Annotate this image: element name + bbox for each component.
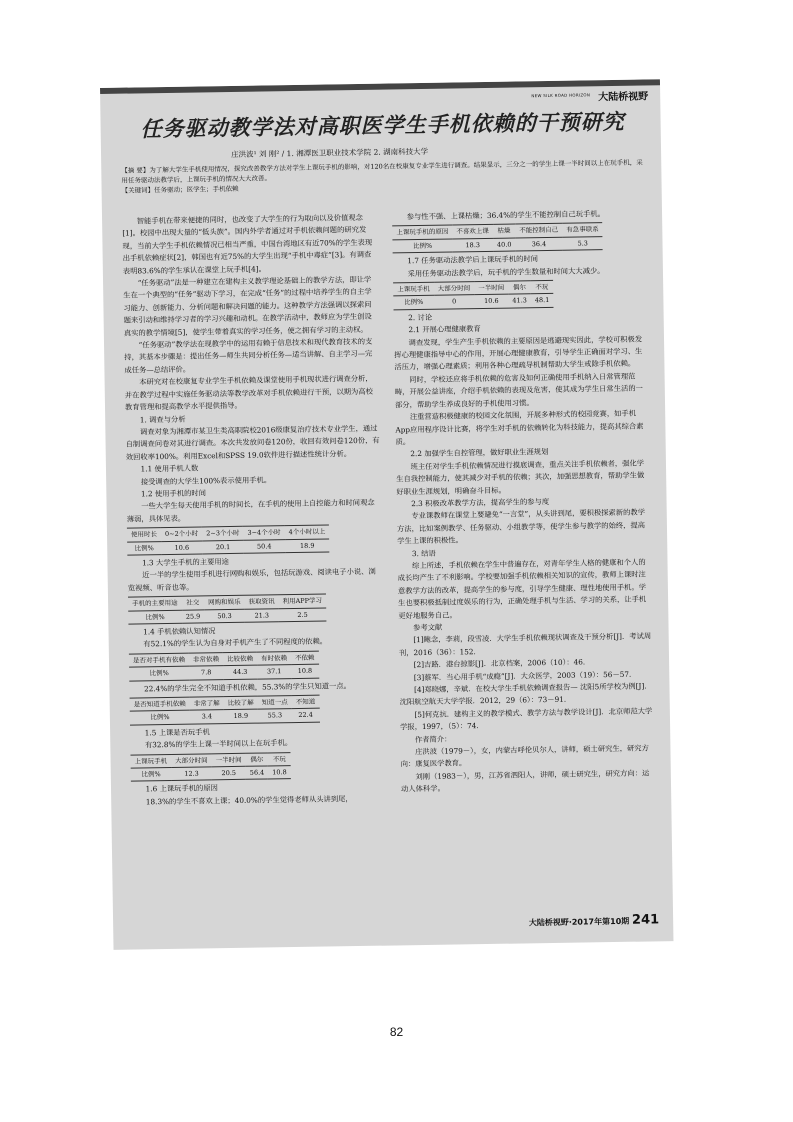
paragraph: 参与性不强、上课枯燥；36.4%的学生不能控制自己玩手机。 <box>406 209 606 222</box>
paragraph: 接受调查的大学生100%表示使用手机。 <box>140 474 272 486</box>
table-cell: 上课玩手机 <box>393 282 434 296</box>
table-cell: 比较了解 <box>224 696 258 710</box>
author-intro-heading: 作者简介： <box>414 734 452 744</box>
table-cell: 2~3个小时 <box>202 526 243 540</box>
table-cell: 非常依赖 <box>189 652 223 666</box>
table-cell: 0 <box>434 295 475 309</box>
abstract-block <box>121 157 646 195</box>
table-cell: 社交 <box>181 596 204 610</box>
table-cell: 不能控制自己 <box>515 224 562 238</box>
table-cell: 比例% <box>127 541 161 555</box>
scanned-journal-page <box>100 79 673 950</box>
table-cell: 上课玩手机的原因 <box>392 225 452 239</box>
paragraph: 采用任务驱动法教学后，玩手机的学生数量和时间大大减少。 <box>407 265 605 278</box>
paragraph: 调查对象为湘潭市某卫生类高职院校2016级康复治疗技术专业学生，通过自制调查问卷对其进行调查。本次共发放问卷120份，收回有效问卷120份，有效回收率100%。利用Excel和SPSS 19.0软件进行描述性统计分析。 <box>125 423 380 462</box>
table-cell: 非常了解 <box>190 697 224 711</box>
table-cell: 使用时长 <box>127 528 161 542</box>
table-cell: 比较依赖 <box>223 652 257 666</box>
table-cell: 一半时间 <box>211 753 245 767</box>
table-cell: 18.3 <box>452 238 493 252</box>
table-cell: 55.3 <box>258 709 292 723</box>
table-cell: 7.8 <box>189 666 223 680</box>
masthead: 大陆桥视野 <box>598 91 649 104</box>
subsection-heading: 1.2 使用手机的时间 <box>140 488 207 499</box>
table-cell: 18.9 <box>285 539 330 553</box>
paragraph: 综上所述，手机依赖在学生中普遍存在，对青年学生人格的健康和个人的成长均产生了不利影响。学校要加强手机依赖相关知识的宣传，教师上课时注意教学方法的改革，提高学生的参与度，引导学生健康、理性地使用手机。学生也要积极抵制过度娱乐的行为，正确处理手机与生活、学习的关系，让手机更好地服务自己。 <box>397 557 647 620</box>
author-intro: 庄洪波（1979－），女，内蒙古呼伦贝尔人，讲师，硕士研究生，研究方向：康复医学教育。 <box>400 743 649 769</box>
reference-item: [2]吉路．港台掠影[J]．北京档案，2006（10）：46． <box>413 657 591 670</box>
table-cell: 37.1 <box>257 665 291 679</box>
journal-footer <box>529 912 660 929</box>
table-cell: 上课玩手机 <box>130 754 171 768</box>
table-cell: 手机的主要用途 <box>128 596 182 610</box>
table-cell: 是否知道手机依赖 <box>130 697 190 711</box>
left-column <box>122 212 386 809</box>
table-cell: 21.3 <box>245 608 279 622</box>
table-cell: 网购和娱乐 <box>204 595 245 609</box>
paragraph: 专业课教师在课堂上要避免“一言堂”，从头讲到尾，要积极探索新的教学方法，比如案例教学、任务驱动、小组教学等，使学生参与教学的始终，提高学生上课的积极性。 <box>396 507 646 546</box>
article-title: 任务驱动教学法对高职医学生手机依赖的干预研究 <box>140 109 625 142</box>
table-dependence <box>129 650 319 681</box>
table-cell: 比例% <box>129 666 189 680</box>
table-cell: 48.1 <box>531 294 554 308</box>
paragraph: 智能手机在带来便捷的同时，也改变了大学生的行为取向以及价值观念[1]。校园中出现大量的“低头族”。国内外学者通过对手机依赖问题的研究发现，当前大学生手机依赖情况已相当严重，中国台湾地区有近70%的学生表现出手机依赖症状[2]，韩国也有近75%的大学生出现“手机中毒症”[3]。有调查表明83.6%的学生承认在课堂上玩手机[4]。 <box>122 212 373 276</box>
paragraph: “任务驱动”法是一种建立在建构主义教学理论基础上的教学方法，即让学生在一个典型的“任务”驱动下学习，在完成“任务”的过程中培养学生的自主学习能力、创新能力、分析问题和解决问题的能力。这种教学方法强调以探索问题来引动和维持学习者的学习兴趣和动机。在教学活动中，教师应为学生创设真实的教学情境[5]，使学生带着真实的学习任务，使之拥有学习的主动权。 <box>123 274 372 338</box>
table-cell: 50.4 <box>244 539 285 553</box>
table-cell: 大部分时间 <box>171 753 212 767</box>
table-after-intervention <box>393 280 553 310</box>
authors: 庄洪波¹ 刘 刚² / 1. 湘潭医卫职业技术学院 2. 湖南科技大学 <box>230 146 429 159</box>
subsection-heading: 2.3 积极改革教学方法，提高学生的参与度 <box>411 496 550 509</box>
table-cell: 一半时间 <box>474 281 508 295</box>
table-cell: 10.8 <box>268 766 291 780</box>
table-cell: 56.4 <box>246 766 269 780</box>
reference-item: [5]何克抗．建构主义的教学模式、教学方法与教学设计[J]．北京师范大学学报，1997，（5）：74． <box>400 706 653 732</box>
table-cell: 比例% <box>128 610 182 624</box>
subsection-heading: 1.4 手机依赖认知情况 <box>143 626 216 637</box>
table-cell: 44.3 <box>223 665 257 679</box>
section-heading: 2. 讨论 <box>408 312 433 323</box>
table-cell: 有时依赖 <box>257 651 291 665</box>
reference-item: [4]郑晓娜，辛斌．在校大学生手机依赖调查报告— 沈阳5所学校为例[J]．沈阳航空航天大学学报．2012，29（6）：73－91． <box>399 681 652 707</box>
reference-item: [3]蔡军．当心用手机“成瘾”[J]．大众医学，2003（19）：56－57． <box>413 669 637 682</box>
subsection-heading: 2.2 加强学生自控管理，做好职业生涯规划 <box>410 447 549 459</box>
table-cell: 比例% <box>131 768 172 782</box>
table-cell: 25.9 <box>182 610 205 624</box>
subsection-heading: 2.1 开展心理健康教育 <box>408 324 481 335</box>
references-heading: 参考文献 <box>413 622 443 633</box>
table-cell: 是否对手机有依赖 <box>129 653 189 667</box>
paragraph: 22.4%的学生完全不知道手机依赖，55.3%的学生只知道一点。 <box>143 680 351 694</box>
paragraph: 调查发现，学生产生手机依赖的主要原因是逃避现实因此，学校可积极发挥心理健康指导中心的作用，开展心理健康教育，引导学生正确面对学习、生活压力，增强心理素质；利用各种心理疏导机制帮助大学生戒除手机依赖。 <box>394 334 643 372</box>
table-cell: 枯燥 <box>493 224 516 238</box>
journal-name: 大陆桥视野·2017年第10期 <box>528 916 630 928</box>
table-cell: 10.6 <box>474 295 508 309</box>
masthead-subtitle: NEW SILK ROAD HORIZON <box>531 92 591 99</box>
paragraph: 本研究对在校康复专业学生手机依赖及课堂使用手机现状进行调查分析，并在教学过程中实施任务驱动法等教学改革对手机依赖进行干预，以期为高校教育管理和提高教学水平提供指导。 <box>124 374 373 412</box>
table-cell: 不玩 <box>268 752 291 766</box>
table-cell: 10.8 <box>291 664 319 678</box>
table-cell: 12.3 <box>171 767 212 781</box>
table-cell: 4个小时以上 <box>285 525 330 539</box>
paragraph: 一些大学生每天使用手机的时间长，在手机的使用上自控能力和时间观念薄弱，具体见表。 <box>126 498 375 524</box>
reference-item: [1]鲍念，李莉，段雪凌．大学生手机依赖现状调查及干预分析[J]．考试周刊，2016（36）：152． <box>398 631 652 658</box>
table-cell: 0~2个小时 <box>161 527 202 541</box>
table-cell: 不喜欢上课 <box>452 225 493 239</box>
table-usage-time <box>127 525 330 556</box>
table-cell: 不玩 <box>531 280 554 294</box>
paragraph: 18.3%的学生不喜欢上课；40.0%的学生觉得老师从头讲到尾， <box>145 793 353 807</box>
table-cell: 40.0 <box>493 238 516 252</box>
paragraph: “任务驱动”教学法在现教学中的运用有赖于信息技术和现代教育技术的支持，其基本步骤是：提出任务—师生共同分析任务—适当讲解、自主学习—完成任务—总结评价。 <box>124 336 373 375</box>
table-cell: 20.1 <box>202 540 243 554</box>
table-cell: 比例% <box>130 711 190 725</box>
keywords: 【关键词】任务驱动；医学生；手机依赖 <box>121 184 239 195</box>
table-cell: 利用APP学习 <box>278 594 326 608</box>
table-awareness <box>130 695 320 726</box>
table-cell: 大部分时间 <box>434 282 475 296</box>
table-cell: 不依赖 <box>291 651 319 665</box>
subsection-heading: 1.7 任务驱动法教学后上课玩手机的时间 <box>407 254 539 266</box>
paragraph: 有52.1%的学生认为自身对手机产生了不同程度的依赖。 <box>143 636 328 649</box>
author-intro: 刘刚（1983－），男，江苏省泗阳人，讲师，硕士研究生，研究方向：运动人体科学。 <box>400 768 650 794</box>
table-cell: 2.5 <box>279 608 327 622</box>
table-cell: 18.9 <box>224 710 258 724</box>
paragraph: 同时，学校还应将手机依赖的危害及如何正确使用手机纳入日常管理范畴，开展公益讲座，介绍手机依赖的表现及危害，使其成为学生日常生活的一部分，帮助学生养成良好的手机使用习惯。 <box>394 371 643 410</box>
table-cell: 10.6 <box>161 541 202 555</box>
paragraph: 有32.8%的学生上课一半时间以上在玩手机。 <box>144 738 293 750</box>
table-cell: 41.3 <box>508 294 531 308</box>
table-reasons <box>392 223 603 254</box>
table-main-use <box>128 594 326 625</box>
journal-page-number: 241 <box>631 912 660 928</box>
paragraph: 注重营造积极健康的校园文化氛围，开展多种形式的校园竞赛，如手机App应用程序设计比赛，将学生对手机的依赖转化为科技能力，提高其综合素质。 <box>395 408 644 447</box>
table-cell: 有急事联系 <box>562 223 603 237</box>
table-cell: 比例% <box>393 296 434 310</box>
table-cell: 5.3 <box>562 236 603 250</box>
subsection-heading: 1.1 使用手机人数 <box>140 463 199 474</box>
subsection-heading: 1.5 上课是否玩手机 <box>144 727 210 738</box>
abstract: 【摘 要】为了解大学生手机使用情况，探究改善教学方法对学生上课玩手机的影响，对120名在校康复专业学生进行调查。结果显示，三分之一的学生上课一半时间以上在玩手机，采用任务驱动法教学后，上课玩手机的情况大大改善。 <box>121 158 643 185</box>
table-cell: 偶尔 <box>508 281 531 295</box>
table-cell: 50.3 <box>204 609 245 623</box>
table-cell: 20.5 <box>212 766 246 780</box>
table-cell: 比例% <box>392 239 452 253</box>
table-cell: 知道一点 <box>258 696 292 710</box>
table-cell: 偶尔 <box>245 753 268 767</box>
section-heading: 1. 调查与分析 <box>139 414 186 424</box>
paragraph: 班主任对学生手机依赖情况进行摸底调查，重点关注手机依赖者，强化学生自我控制能力，使其减少对手机的依赖；其次，加强思想教育，帮助学生做好职业生涯规划，明确奋斗目标。 <box>396 458 645 496</box>
section-heading: 3. 结语 <box>411 548 436 558</box>
subsection-heading: 1.6 上课玩手机的原因 <box>145 783 218 794</box>
page-number: 82 <box>389 1025 404 1039</box>
right-column <box>392 207 656 796</box>
table-cell: 3~4个小时 <box>243 526 284 540</box>
table-cell: 22.4 <box>292 709 320 723</box>
subsection-heading: 1.3 大学生手机的主要用途 <box>141 557 230 568</box>
table-cell: 3.4 <box>190 710 224 724</box>
paragraph: 近一半的学生使用手机进行网购和娱乐，包括玩游戏、阅读电子小说、浏览视频、听音也等。 <box>127 567 376 593</box>
table-class-phone-use <box>130 752 290 782</box>
table-cell: 不知道 <box>292 695 320 709</box>
table-cell: 36.4 <box>515 237 562 251</box>
table-cell: 获取资讯 <box>244 595 278 609</box>
